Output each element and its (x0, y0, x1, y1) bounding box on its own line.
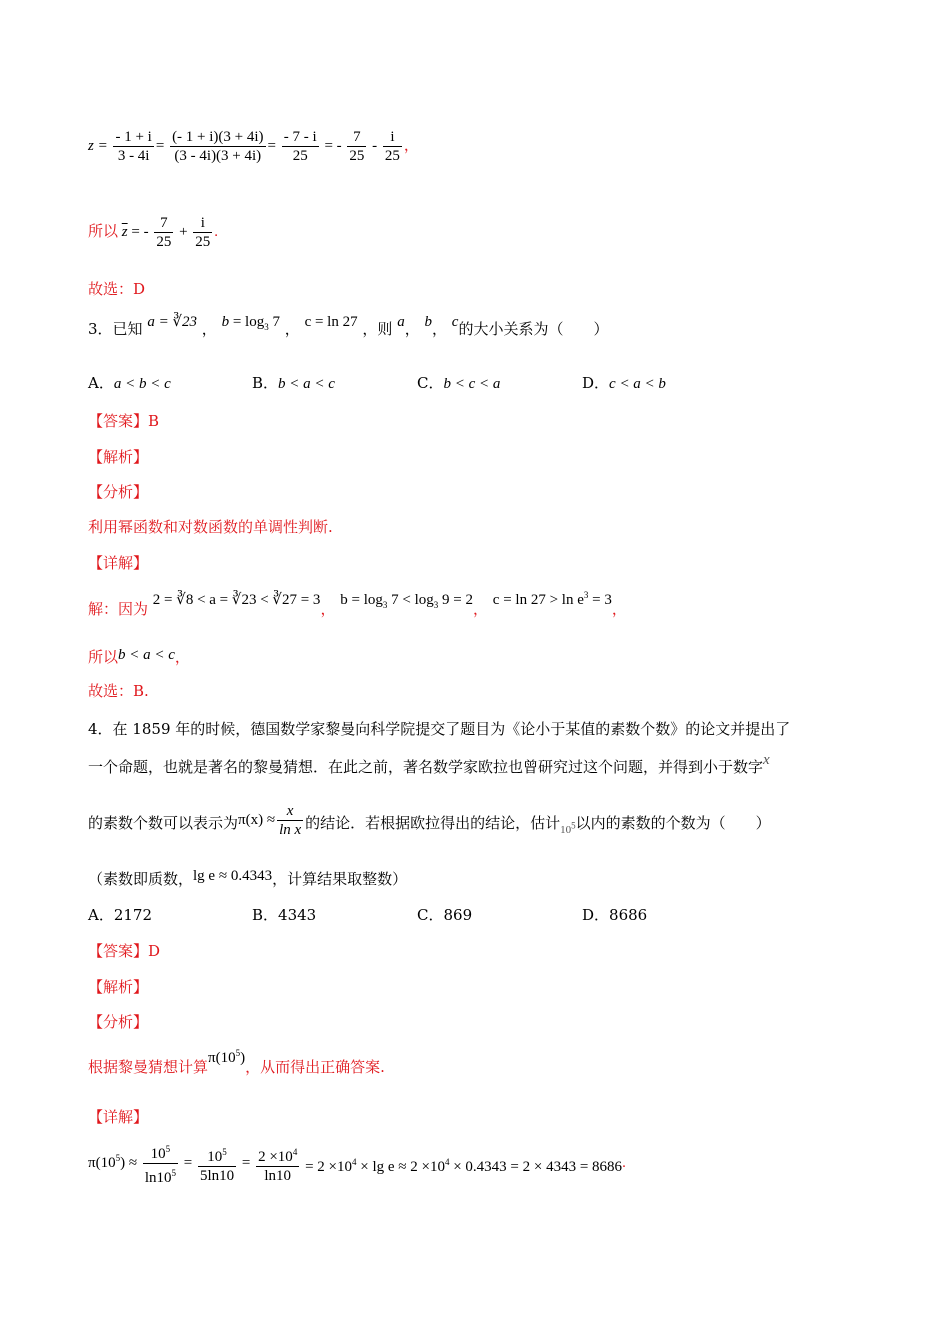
fraction: $\frac{10^5}{\ln 10^5}$ (143, 1140, 178, 1187)
q4-stem-line4: （素数即质数，lg e ≈ 0.4343，计算结果取整数） (88, 868, 408, 888)
q4-final-equation: $\pi(10^5)$ ≈ $\frac{10^5}{\ln 10^5}$ = $\frac{10^5}{5\ln 10}$ = $\frac{2 \times 10^4}{\ln 10}$ = $2 \times 10^4 \times \lg e \approx 2 \times 10^4 \times 0.4343 = 2 \times 4343 = 8686$. (88, 1140, 626, 1187)
q3-analysis: 利用幂函数和对数函数的单调性判断. (88, 518, 333, 536)
q3-choice: 故选：B. (88, 682, 149, 700)
fraction: $\frac{- 1 + i}{3 - 4i}$ (115, 129, 152, 164)
equation-z: z = $\frac{- 1 + i}{3 - 4i}$ = $\frac{(- 1 + i)(3 + 4i)}{(3 - 4i)(3 + 4i)}$ = $\frac{- 7 - i}{25}$ = - $\frac{7}{25}$ - $\frac{i}{25}$ ， (88, 129, 419, 164)
q3-option-a[interactable]: A．a < b < c (88, 374, 171, 392)
q3-option-b[interactable]: B．b < a < c (252, 374, 335, 392)
answer-q2: 故选：D (88, 280, 146, 298)
fraction: $\frac{10^5}{5\ln 10}$ (198, 1143, 236, 1185)
fraction: $\frac{- 7 - i}{25}$ (283, 129, 317, 164)
fraction: $\frac{(- 1 + i)(3 + 4i)}{(3 - 4i)(3 + 4i)}$ (172, 129, 264, 164)
q4-fenxi-heading: 【分析】 (88, 1013, 149, 1031)
q4-answer: 【答案】D (88, 942, 161, 960)
q4-stem-line1: 4．在 1859 年的时候，德国数学家黎曼向科学院提交了题目为《论小于某值的素数个数》的论文并提出了 (88, 720, 791, 738)
q4-option-a[interactable]: A．2172 (88, 906, 153, 924)
q4-analysis: 根据黎曼猜想计算$\pi(10^5)$，从而得出正确答案. (88, 1048, 385, 1076)
z-lhs: z = (88, 137, 108, 154)
q3-xiangjie-heading: 【详解】 (88, 554, 149, 572)
q3-jiexi-heading: 【解析】 (88, 448, 149, 466)
q4-option-d[interactable]: D．8686 (582, 906, 648, 924)
q3-fenxi-heading: 【分析】 (88, 483, 149, 501)
q3-solution: 解：因为 2 = ∛8 < a = ∛23 < ∛27 = 3， $b = \log_3 7 < \log_3 9 = 2$， $c = \ln 27 > \ln e^3 = 3$， (88, 590, 627, 618)
q4-option-c[interactable]: C．869 (417, 906, 473, 924)
fraction: $\frac{7}{25}$ (349, 129, 365, 164)
q3-option-c[interactable]: C．b < c < a (417, 374, 501, 392)
q3-conclusion: 所以b < a < c， (88, 647, 190, 666)
question-3: 3．已知 a = ∛23 ， $b = \log_3 7$ ， c = ln 27 ，则 a， b， c的大小关系为（ ） (88, 314, 609, 338)
fraction: $\frac{i}{25}$ (384, 129, 400, 164)
fraction: $\frac{i}{25}$ (195, 215, 211, 250)
q4-xiangjie-heading: 【详解】 (88, 1108, 149, 1126)
q4-jiexi-heading: 【解析】 (88, 978, 149, 996)
q3-answer: 【答案】B (88, 412, 160, 430)
q4-option-b[interactable]: B．4343 (252, 906, 317, 924)
q4-stem-line3: 的素数个数可以表示为π(x) ≈ $\frac{x}{\text{ln x}}$ 的结论．若根据欧拉得出的结论，估计$_{10^5}$以内的素数的个数为（ ） (88, 803, 771, 838)
equation-zbar: 所以 $\overline{z}$ = - $\frac{7}{25}$ + $\frac{i}{25}$ . (88, 215, 219, 250)
fraction: $\frac{7}{25}$ (156, 215, 172, 250)
fraction: $\frac{2 \times 10^4}{\ln 10}$ (256, 1143, 299, 1185)
q3-option-d[interactable]: D．c < a < b (582, 374, 666, 392)
z-conjugate: $\overline{z}$ (121, 223, 128, 240)
q4-stem-line2: 一个命题，也就是著名的黎曼猜想．在此之前，著名数学家欧拉也曾研究过这个问题，并得到小于数字x (88, 752, 770, 776)
